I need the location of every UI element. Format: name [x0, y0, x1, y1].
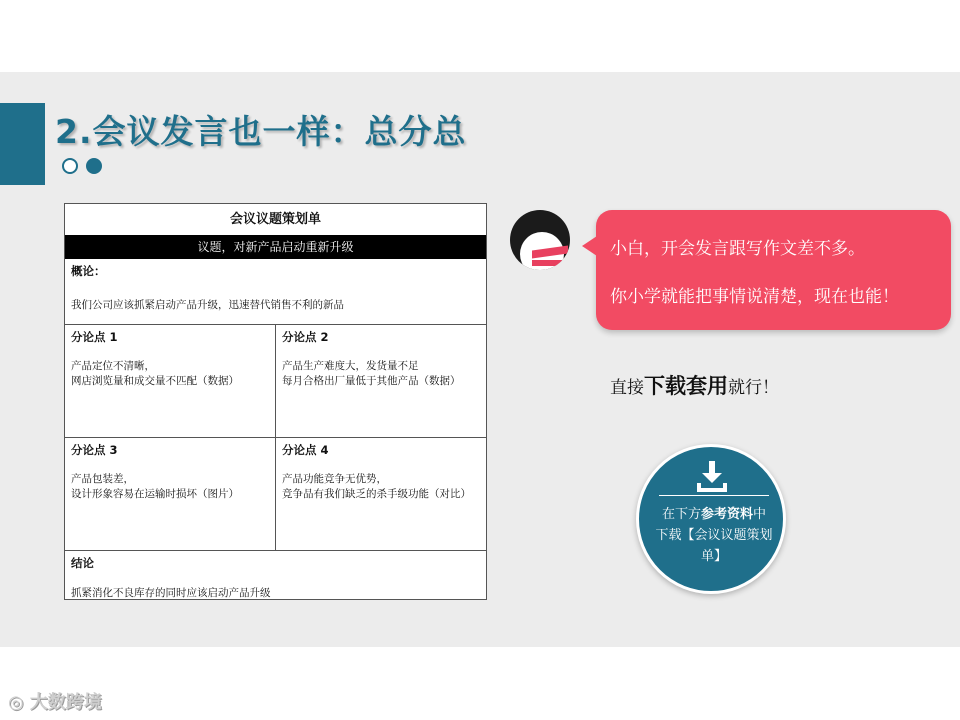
- overview-text: 我们公司应该抓紧启动产品升级，迅速替代销售不利的新品: [71, 299, 344, 311]
- direct-download-note: [610, 370, 779, 400]
- slide-title: 2.会议发言也一样：总分总: [55, 112, 467, 151]
- point-text: 每月合格出厂量低于其他产品（数据）: [282, 375, 461, 387]
- point-label: 分论点 1: [71, 330, 118, 344]
- point-text: 产品定位不清晰，: [71, 360, 155, 372]
- watermark-text: 大数跨境: [29, 692, 102, 713]
- direct-post: 就行！: [728, 378, 779, 398]
- download-icon: [694, 459, 730, 493]
- point-cell-4: [275, 438, 486, 550]
- direct-pre: 直接: [610, 378, 644, 398]
- point-text: 产品包装差，: [71, 473, 134, 485]
- overview-label: 概论：: [71, 264, 106, 278]
- watermark-logo-icon: ◎: [8, 692, 24, 713]
- point-label: 分论点 2: [282, 330, 329, 344]
- title-accent-bar: [0, 103, 45, 185]
- point-cell-3: [65, 438, 275, 550]
- avatar-icon: [510, 210, 570, 270]
- form-title: 会议议题策划单: [229, 212, 321, 227]
- download-text: 在下方参考资料中 下载【会议议题策划单】: [655, 507, 773, 564]
- form-topic: 议题，对新产品启动重新升级: [65, 235, 486, 259]
- point-text: 产品生产难度大，发货量不足: [282, 360, 419, 372]
- point-text: 竞争品有我们缺乏的杀手级功能（对比）: [282, 488, 471, 500]
- points-row-1: [65, 325, 486, 438]
- speech-bubble: [596, 210, 951, 330]
- point-cell-1: [65, 325, 275, 437]
- points-row-2: [65, 438, 486, 551]
- direct-bold: 下载套用: [644, 374, 728, 398]
- meeting-topic-form: [64, 203, 487, 600]
- conclusion-text: 抓紧消化不良库存的同时应该启动产品升级: [71, 587, 271, 599]
- bubble-line-1: 小白，开会发言跟写作文差不多。: [610, 239, 865, 259]
- point-text: 设计形象容易在运输时损坏（图片）: [71, 488, 239, 500]
- point-cell-2: [275, 325, 486, 437]
- download-badge[interactable]: [636, 444, 786, 594]
- conclusion-section: [65, 551, 486, 604]
- point-label: 分论点 4: [282, 443, 329, 457]
- watermark: [8, 688, 102, 714]
- bubble-line-2: 你小学就能把事情说清楚，现在也能！: [610, 287, 899, 307]
- progress-dot-filled: [86, 158, 102, 174]
- point-text: 网店浏览量和成交量不匹配（数据）: [71, 375, 239, 387]
- point-text: 产品功能竞争无优势，: [282, 473, 387, 485]
- overview-section: [65, 259, 486, 325]
- conclusion-label: 结论: [71, 556, 94, 570]
- progress-dot-empty: [62, 158, 78, 174]
- point-label: 分论点 3: [71, 443, 118, 457]
- badge-divider: [659, 495, 769, 496]
